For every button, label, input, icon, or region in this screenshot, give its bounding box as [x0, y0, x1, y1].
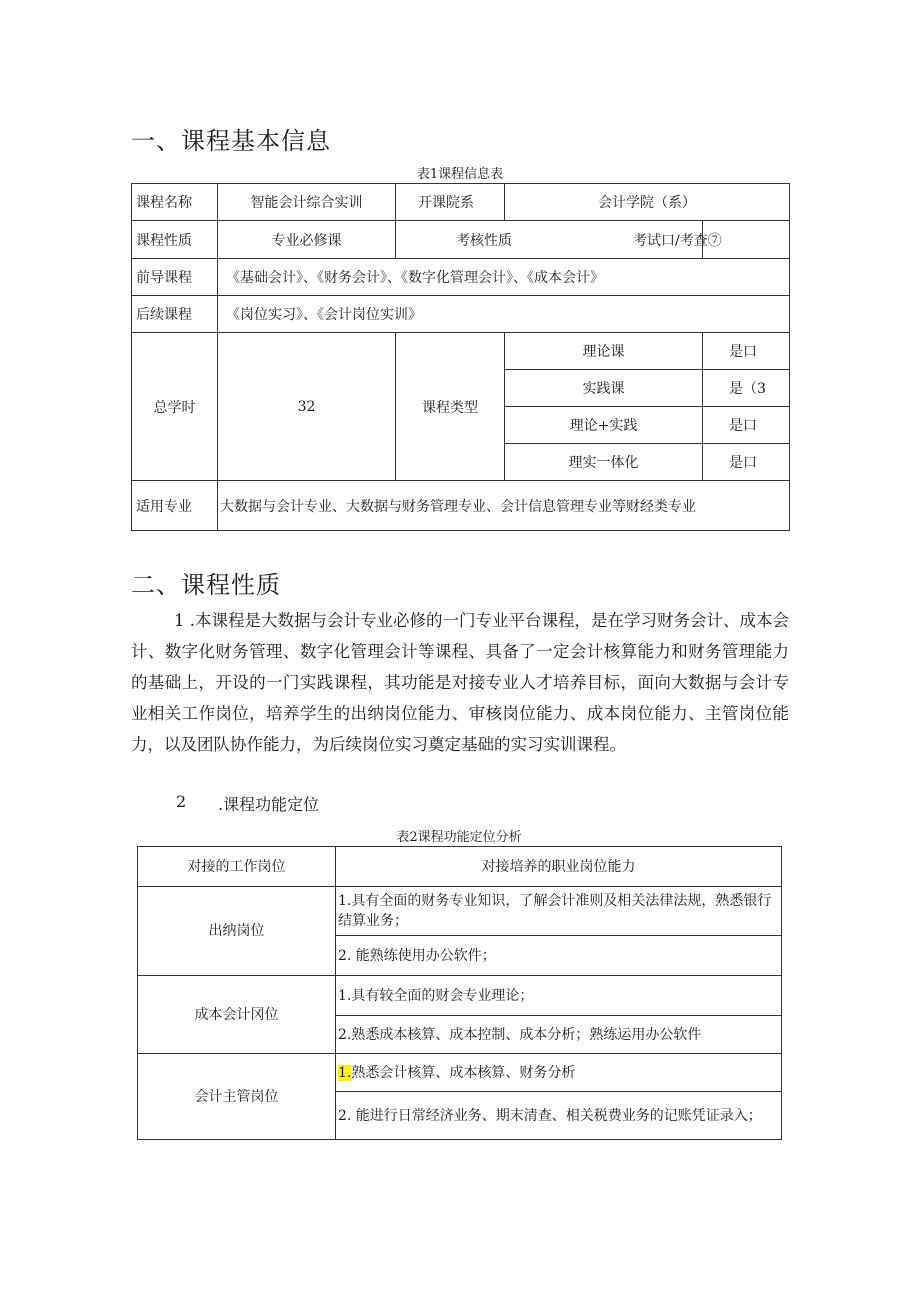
item2-number: 2 [176, 792, 187, 811]
type-name: 理论课 [505, 333, 703, 370]
type-name: 实践课 [505, 370, 703, 407]
prereq-label: 前导课程 [132, 259, 218, 296]
ability-item: 2. 能进行日常经济业务、期末清查、相关税费业务的记账凭证录入； [336, 1092, 782, 1140]
type-name: 理论+实践 [505, 407, 703, 444]
hours-label: 总学时 [132, 333, 218, 481]
ability-item [336, 1054, 782, 1092]
type-value: 是口 [703, 333, 790, 370]
table1-caption: 表1课程信息表 [416, 167, 504, 182]
hours-value: 32 [218, 333, 396, 481]
type-value: 是（3 [703, 370, 790, 407]
dept-value: 会计学院（系） [505, 184, 790, 221]
type-value: 是口 [703, 444, 790, 481]
assess-value: 考试口/考查⑦ [633, 233, 722, 249]
major-value: 大数据与会计专业、大数据与财务管理专业、会计信息管理专业等财经类专业 [218, 481, 790, 531]
course-nature-paragraph: 1 .本课程是大数据与会计专业必修的一门专业平台课程，是在学习财务会计、成本会计、数字化财务管理、数字化管理会计等课程、具备了一定会计核算能力和财务管理能力的基础上，开设的一门实践课程，其功能是对接专业人才培养目标，面向大数据与会计专业相关工作岗位，培养学生的出纳岗位能力、审核岗位能力、成本岗位能力、主管岗位能力，以及团队协作能力，为后续岗位实习奠定基础的实习实训课程。 [131, 611, 789, 754]
course-info-table [131, 183, 790, 531]
assess-label: 考核性质 [396, 221, 703, 259]
table2-header-ability: 对接培养的职业岗位能力 [336, 847, 782, 887]
section1-heading: 一、课程基本信息 [131, 127, 331, 155]
major-label: 适用专业 [132, 481, 218, 531]
course-name-value: 智能会计综合实训 [218, 184, 396, 221]
post-cashier: 出纳岗位 [138, 887, 336, 976]
table2-caption: 表2课程功能定位分析 [396, 830, 522, 845]
post-accounting-supervisor: 会计主管岗位 [138, 1054, 336, 1140]
assess-value-cell [633, 221, 790, 259]
function-position-table [137, 846, 782, 1140]
post-cost-accountant: 成本会计冈位 [138, 976, 336, 1054]
section2-heading: 二、课程性质 [131, 571, 281, 599]
type-name: 理实一体化 [505, 444, 703, 481]
highlighted-number: 1. [338, 1064, 352, 1081]
follow-value: 《岗位实习》、《会计岗位实训》 [218, 296, 790, 333]
ability-text: 熟悉会计核算、成本核算、财务分析 [351, 1064, 576, 1081]
course-name-label: 课程名称 [132, 184, 218, 221]
ability-item: 2.熟悉成本核算、成本控制、成本分析；熟练运用办公软件 [336, 1016, 782, 1054]
item2-title: .课程功能定位 [218, 795, 320, 814]
course-nature-value: 专业必修课 [218, 221, 396, 259]
type-label: 课程类型 [396, 333, 505, 481]
course-nature-label: 课程性质 [132, 221, 218, 259]
ability-item: 2. 能熟练使用办公软件； [336, 936, 782, 976]
dept-label: 开课院系 [396, 184, 505, 221]
ability-item: 1.具有较全面的财会专业理论； [336, 976, 782, 1016]
prereq-value: 《基础会计》、《财务会计》、《数字化管理会计》、《成本会计》 [218, 259, 790, 296]
table2-header-post: 对接的工作岗位 [138, 847, 336, 887]
ability-item: 1.具有全面的财务专业知识，了解会计准则及相关法律法规，熟悉银行结算业务； [336, 887, 782, 936]
type-value: 是口 [703, 407, 790, 444]
follow-label: 后续课程 [132, 296, 218, 333]
